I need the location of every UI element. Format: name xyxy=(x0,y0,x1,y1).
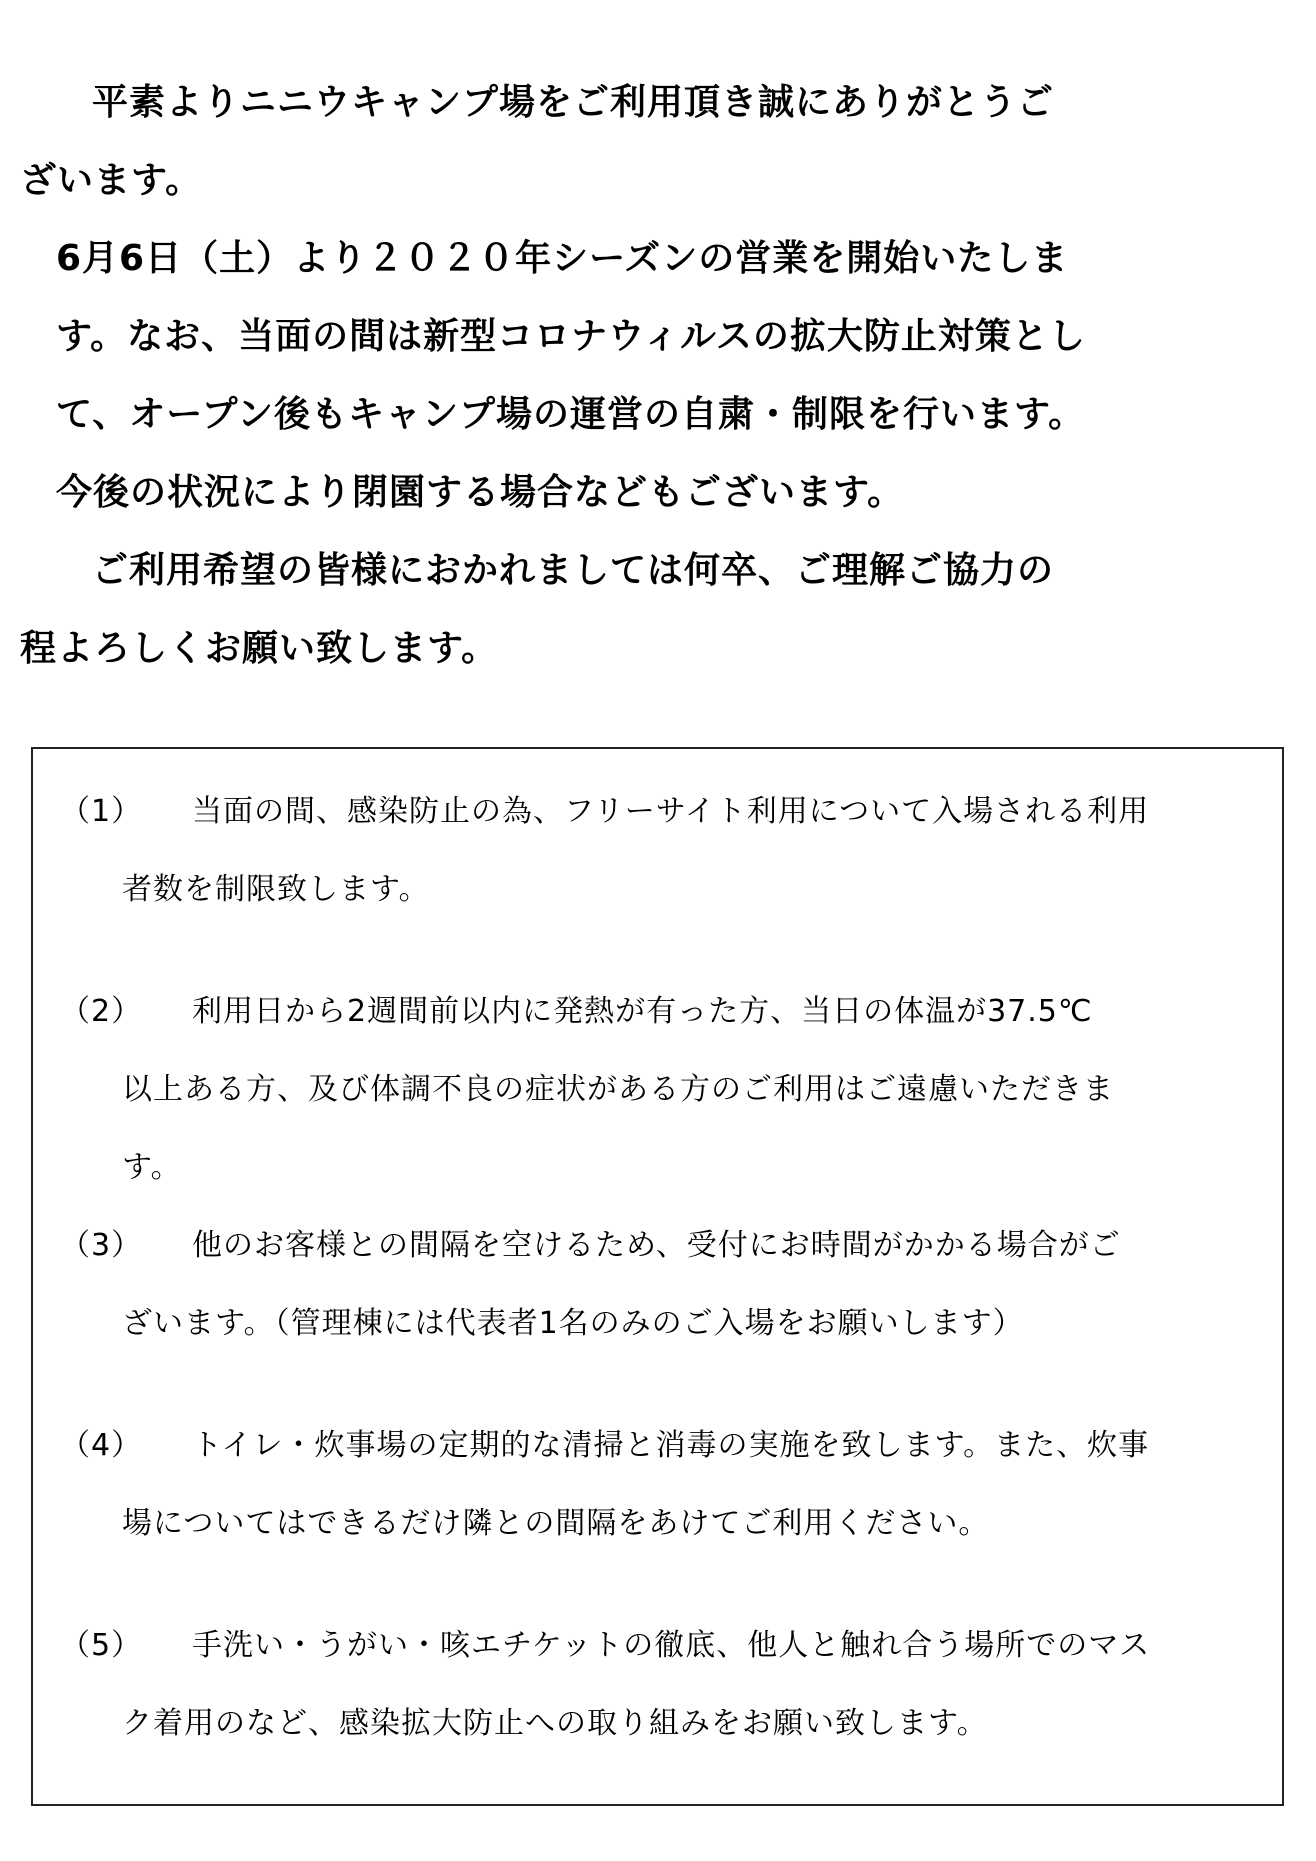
intro-paragraph-greeting xyxy=(20,64,1286,220)
notice-line: ざいます。（管理棟には代表者1名のみのご入場をお願いします） xyxy=(122,1306,1024,1341)
notice-line: 以上ある方、及び体調不良の症状がある方のご利用はご遠慮いただきま xyxy=(122,1072,1114,1107)
notice-item xyxy=(60,773,1275,929)
notice-line: ク着用のなど、感染拡大防止への取り組みをお願い致します。 xyxy=(122,1706,988,1741)
notice-text xyxy=(122,1407,1275,1563)
notice-line: 者数を制限致します。 xyxy=(122,872,430,907)
notice-line: 他のお客様との間隔を空けるため、受付にお時間がかかる場合がご xyxy=(192,1228,1121,1263)
notice-number: （2） xyxy=(60,994,143,1029)
notice-item xyxy=(60,1607,1275,1763)
intro-line: ご利用希望の皆様におかれましては何卒、ご理解ご協力の xyxy=(92,550,1055,591)
notice-item xyxy=(60,973,1275,1207)
notice-item xyxy=(60,1407,1275,1563)
notice-item xyxy=(60,1207,1275,1363)
notice-line: 手洗い・うがい・咳エチケットの徹底、他人と触れ合う場所でのマス xyxy=(192,1628,1151,1663)
intro-line: ざいます。 xyxy=(20,160,203,201)
notice-text xyxy=(122,773,1275,929)
notice-number: （3） xyxy=(60,1228,143,1263)
intro-paragraph-opening xyxy=(56,220,1286,532)
intro-line: 平素よりニニウキャンプ場をご利用頂き誠にありがとうご xyxy=(92,82,1055,123)
notice-line: す。 xyxy=(122,1150,182,1185)
notice-line: トイレ・炊事場の定期的な清掃と消毒の実施を致します。また、炊事 xyxy=(192,1428,1150,1463)
notice-text xyxy=(122,1607,1275,1763)
notice-text xyxy=(122,973,1275,1207)
intro-message xyxy=(20,64,1286,688)
intro-line: す。なお、当面の間は新型コロナウィルスの拡大防止対策とし xyxy=(56,316,1086,357)
intro-line: て、オープン後もキャンプ場の運営の自粛・制限を行います。 xyxy=(56,394,1086,435)
notice-number: （4） xyxy=(60,1428,143,1463)
notice-number: （1） xyxy=(60,794,143,829)
notice-line: 利用日から2週間前以内に発熱が有った方、当日の体温が37.5℃ xyxy=(192,994,1093,1029)
intro-line: 程よろしくお願い致します。 xyxy=(20,628,499,669)
notice-number: （5） xyxy=(60,1628,143,1663)
notice-line: 当面の間、感染防止の為、フリーサイト利用について入場される利用 xyxy=(192,794,1150,829)
notice-list xyxy=(60,773,1275,1807)
notice-line: 場についてはできるだけ隣との間隔をあけてご利用ください。 xyxy=(122,1506,990,1541)
intro-line: 今後の状況により閉園する場合などもございます。 xyxy=(56,472,905,513)
intro-line: 6月6日（土）より２０２０年シーズンの営業を開始いたしま xyxy=(56,238,1069,279)
intro-paragraph-request xyxy=(20,532,1286,688)
notice-text xyxy=(122,1207,1275,1363)
